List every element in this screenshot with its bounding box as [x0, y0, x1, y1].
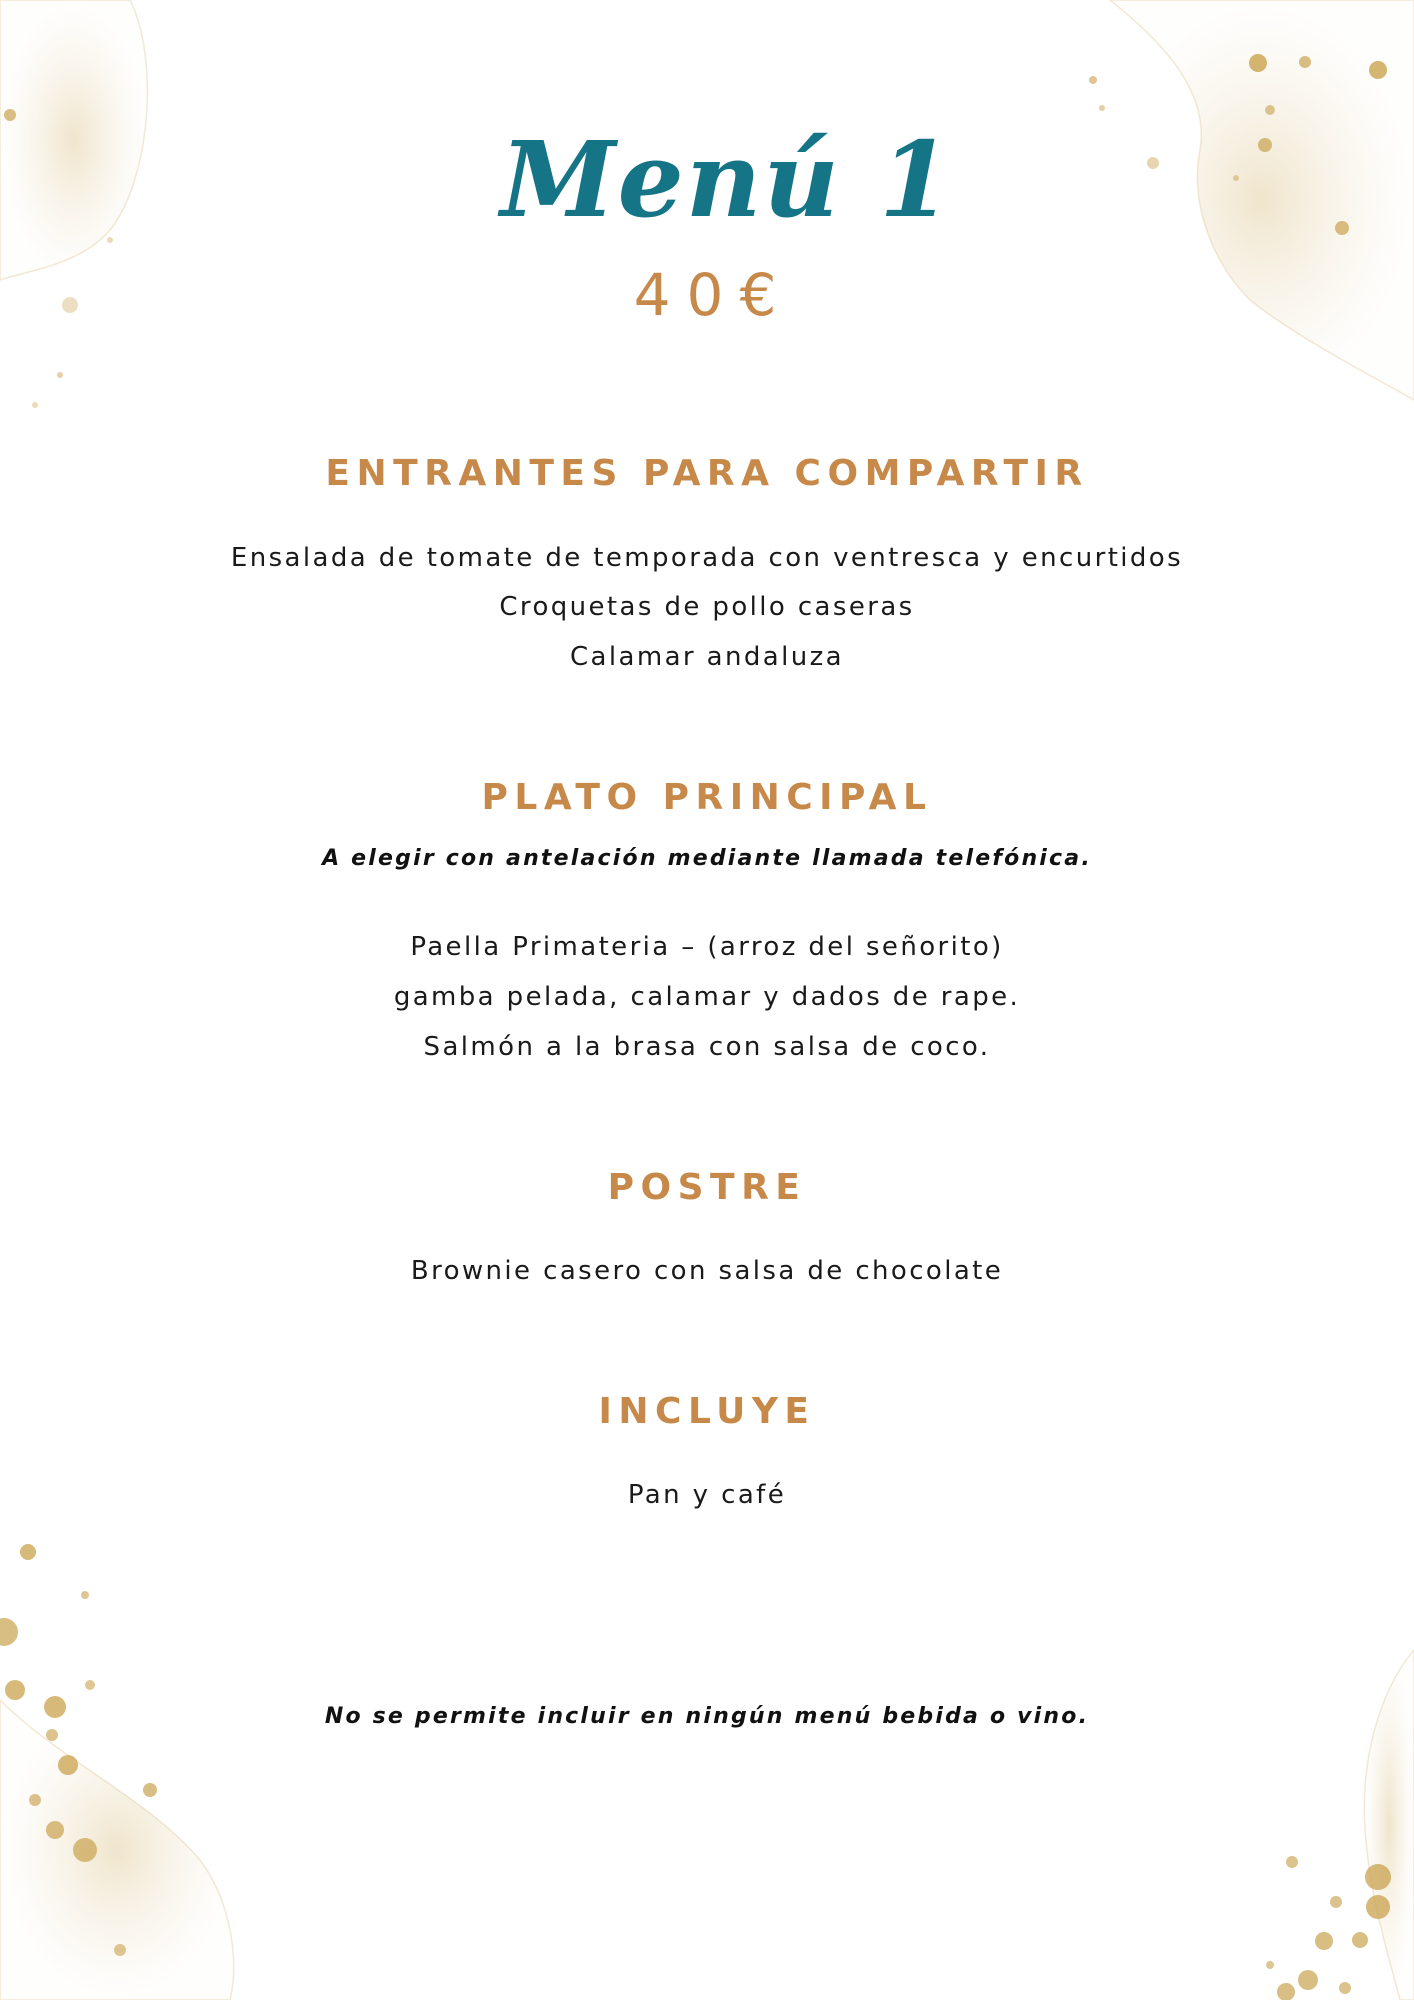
- main-course-item: Salmón a la brasa con salsa de coco.: [423, 1032, 991, 1062]
- main-course-item: gamba pelada, calamar y dados de rape.: [393, 982, 1021, 1012]
- main-course-note: A elegir con antelación mediante llamada telefónica.: [322, 846, 1092, 871]
- main-course-item: Paella Primateria – (arroz del señorito): [410, 932, 1004, 962]
- menu-price: 40€: [633, 261, 793, 329]
- starter-item: Ensalada de tomate de temporada con ventresca y encurtidos: [230, 543, 1184, 573]
- footer-note: No se permite incluir en ningún menú bebida o vino.: [324, 1704, 1090, 1729]
- section-heading-dessert: POSTRE: [607, 1167, 807, 1208]
- section-heading-includes: INCLUYE: [598, 1391, 816, 1432]
- includes-item: Pan y café: [627, 1480, 787, 1510]
- dessert-item: Brownie casero con salsa de chocolate: [410, 1256, 1004, 1286]
- menu-title: Menú 1: [500, 118, 954, 241]
- starter-item: Calamar andaluza: [570, 642, 844, 672]
- section-heading-starters: ENTRANTES PARA COMPARTIR: [325, 453, 1089, 494]
- section-heading-main: PLATO PRINCIPAL: [481, 777, 933, 818]
- starter-item: Croquetas de pollo caseras: [499, 592, 915, 622]
